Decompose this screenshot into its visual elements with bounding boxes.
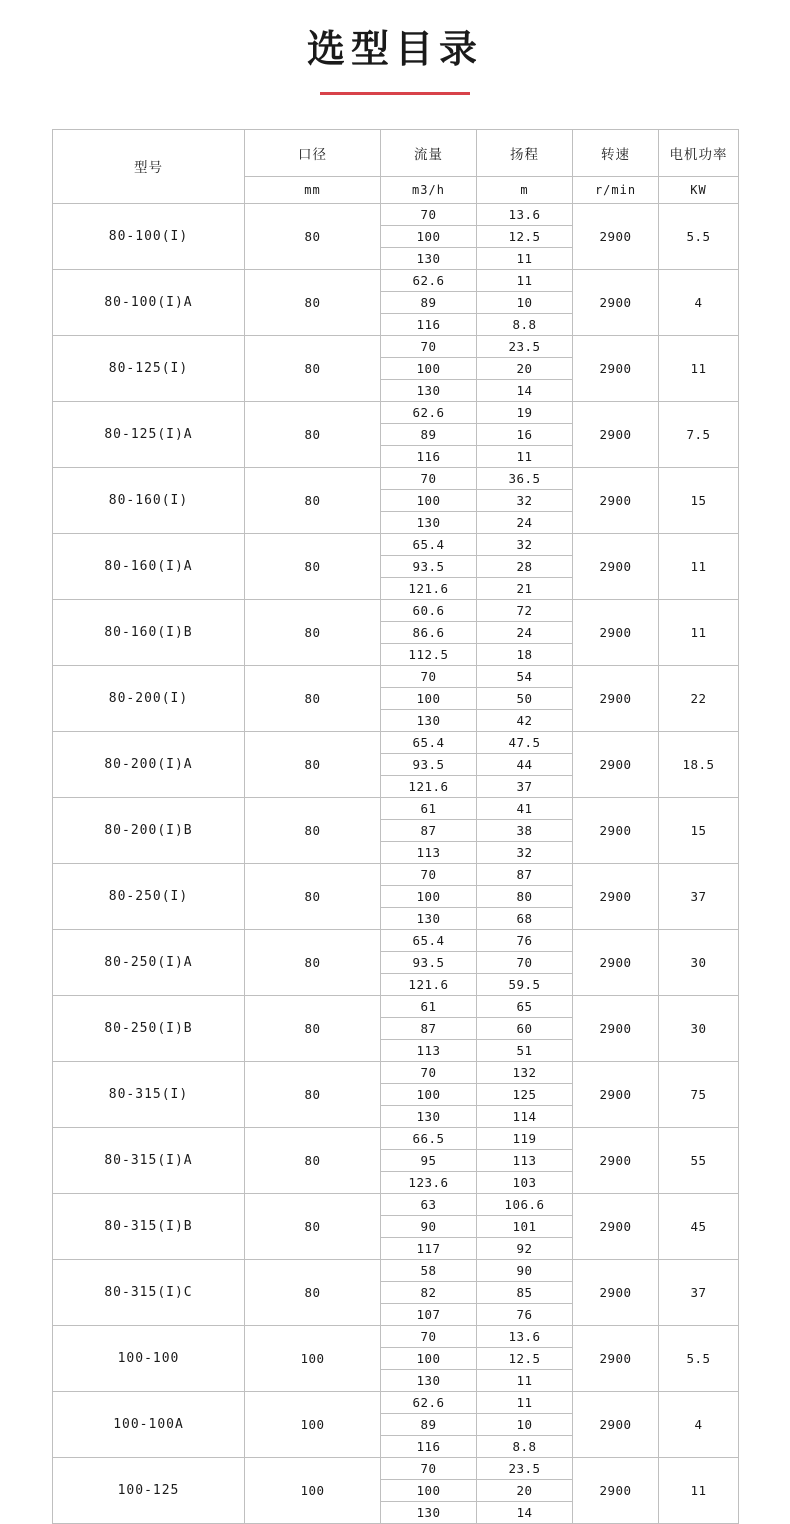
cell-flow: 100 — [381, 885, 477, 907]
cell-head: 11 — [477, 269, 573, 291]
cell-head: 10 — [477, 291, 573, 313]
cell-flow: 61 — [381, 995, 477, 1017]
cell-power: 5.5 — [659, 1325, 739, 1391]
table-body — [53, 203, 739, 1523]
table-row — [53, 599, 739, 621]
cell-head: 14 — [477, 1501, 573, 1523]
cell-head: 114 — [477, 1105, 573, 1127]
cell-flow: 58 — [381, 1259, 477, 1281]
cell-flow: 70 — [381, 467, 477, 489]
cell-bore: 80 — [245, 1259, 381, 1325]
unit-power: KW — [659, 176, 739, 203]
cell-flow: 93.5 — [381, 753, 477, 775]
table-row — [53, 269, 739, 291]
cell-flow: 130 — [381, 709, 477, 731]
cell-head: 125 — [477, 1083, 573, 1105]
cell-flow: 130 — [381, 907, 477, 929]
cell-head: 11 — [477, 1369, 573, 1391]
table-row — [53, 467, 739, 489]
table-row — [53, 995, 739, 1017]
header-head: 扬程 — [477, 129, 573, 176]
cell-head: 37 — [477, 775, 573, 797]
cell-flow: 63 — [381, 1193, 477, 1215]
table-row — [53, 1061, 739, 1083]
cell-flow: 130 — [381, 511, 477, 533]
header-power: 电机功率 — [659, 129, 739, 176]
table-row — [53, 665, 739, 687]
cell-head: 44 — [477, 753, 573, 775]
cell-speed: 2900 — [573, 731, 659, 797]
cell-model: 80-250(I)B — [53, 995, 245, 1061]
cell-flow: 61 — [381, 797, 477, 819]
cell-head: 21 — [477, 577, 573, 599]
cell-speed: 2900 — [573, 1259, 659, 1325]
cell-head: 72 — [477, 599, 573, 621]
cell-head: 8.8 — [477, 1435, 573, 1457]
cell-bore: 80 — [245, 863, 381, 929]
cell-speed: 2900 — [573, 467, 659, 533]
cell-power: 15 — [659, 797, 739, 863]
cell-head: 20 — [477, 357, 573, 379]
cell-head: 36.5 — [477, 467, 573, 489]
cell-power: 22 — [659, 665, 739, 731]
cell-head: 76 — [477, 1303, 573, 1325]
cell-speed: 2900 — [573, 269, 659, 335]
cell-flow: 100 — [381, 489, 477, 511]
cell-speed: 2900 — [573, 203, 659, 269]
cell-model: 100-100 — [53, 1325, 245, 1391]
cell-flow: 116 — [381, 445, 477, 467]
cell-head: 70 — [477, 951, 573, 973]
cell-flow: 121.6 — [381, 775, 477, 797]
cell-speed: 2900 — [573, 1127, 659, 1193]
table-row — [53, 335, 739, 357]
table-row — [53, 1127, 739, 1149]
cell-bore: 80 — [245, 929, 381, 995]
cell-head: 41 — [477, 797, 573, 819]
cell-head: 14 — [477, 379, 573, 401]
cell-flow: 70 — [381, 863, 477, 885]
cell-flow: 130 — [381, 247, 477, 269]
cell-flow: 95 — [381, 1149, 477, 1171]
cell-head: 90 — [477, 1259, 573, 1281]
cell-flow: 66.5 — [381, 1127, 477, 1149]
cell-head: 8.8 — [477, 313, 573, 335]
cell-speed: 2900 — [573, 929, 659, 995]
cell-flow: 89 — [381, 291, 477, 313]
cell-power: 11 — [659, 599, 739, 665]
table-header — [53, 129, 739, 203]
cell-power: 11 — [659, 335, 739, 401]
cell-power: 30 — [659, 995, 739, 1061]
cell-flow: 100 — [381, 687, 477, 709]
cell-speed: 2900 — [573, 1391, 659, 1457]
header-row-labels — [53, 129, 739, 176]
cell-bore: 80 — [245, 731, 381, 797]
cell-flow: 121.6 — [381, 973, 477, 995]
table-row — [53, 1457, 739, 1479]
cell-head: 119 — [477, 1127, 573, 1149]
table-row — [53, 533, 739, 555]
unit-bore: mm — [245, 176, 381, 203]
cell-head: 24 — [477, 511, 573, 533]
cell-head: 10 — [477, 1413, 573, 1435]
cell-flow: 113 — [381, 1039, 477, 1061]
cell-flow: 116 — [381, 313, 477, 335]
header-model: 型号 — [53, 129, 245, 203]
cell-head: 20 — [477, 1479, 573, 1501]
cell-flow: 130 — [381, 1501, 477, 1523]
cell-head: 11 — [477, 1391, 573, 1413]
cell-model: 100-125 — [53, 1457, 245, 1523]
cell-head: 19 — [477, 401, 573, 423]
cell-flow: 70 — [381, 203, 477, 225]
cell-flow: 70 — [381, 1325, 477, 1347]
cell-model: 80-160(I)A — [53, 533, 245, 599]
cell-head: 23.5 — [477, 335, 573, 357]
cell-model: 80-160(I) — [53, 467, 245, 533]
cell-power: 4 — [659, 269, 739, 335]
cell-flow: 65.4 — [381, 731, 477, 753]
cell-head: 13.6 — [477, 203, 573, 225]
cell-head: 32 — [477, 841, 573, 863]
table-row — [53, 863, 739, 885]
cell-bore: 80 — [245, 1127, 381, 1193]
cell-model: 80-315(I)C — [53, 1259, 245, 1325]
cell-head: 50 — [477, 687, 573, 709]
cell-bore: 80 — [245, 203, 381, 269]
cell-head: 60 — [477, 1017, 573, 1039]
table-row — [53, 929, 739, 951]
cell-head: 92 — [477, 1237, 573, 1259]
cell-model: 80-100(I) — [53, 203, 245, 269]
cell-flow: 90 — [381, 1215, 477, 1237]
cell-model: 80-250(I)A — [53, 929, 245, 995]
cell-bore: 80 — [245, 1061, 381, 1127]
cell-power: 45 — [659, 1193, 739, 1259]
cell-model: 80-200(I) — [53, 665, 245, 731]
cell-flow: 87 — [381, 1017, 477, 1039]
cell-power: 7.5 — [659, 401, 739, 467]
cell-flow: 93.5 — [381, 555, 477, 577]
cell-bore: 80 — [245, 401, 381, 467]
cell-bore: 80 — [245, 797, 381, 863]
cell-bore: 80 — [245, 665, 381, 731]
cell-head: 11 — [477, 247, 573, 269]
cell-flow: 60.6 — [381, 599, 477, 621]
cell-head: 23.5 — [477, 1457, 573, 1479]
cell-head: 18 — [477, 643, 573, 665]
cell-speed: 2900 — [573, 995, 659, 1061]
cell-flow: 107 — [381, 1303, 477, 1325]
cell-head: 85 — [477, 1281, 573, 1303]
cell-bore: 80 — [245, 269, 381, 335]
cell-head: 32 — [477, 533, 573, 555]
cell-model: 80-250(I) — [53, 863, 245, 929]
page-title: 选型目录 — [306, 27, 483, 71]
cell-bore: 100 — [245, 1325, 381, 1391]
cell-model: 80-200(I)B — [53, 797, 245, 863]
cell-head: 80 — [477, 885, 573, 907]
cell-bore: 80 — [245, 335, 381, 401]
cell-flow: 100 — [381, 1479, 477, 1501]
unit-head: m — [477, 176, 573, 203]
cell-flow: 121.6 — [381, 577, 477, 599]
table-row — [53, 401, 739, 423]
cell-speed: 2900 — [573, 533, 659, 599]
cell-bore: 80 — [245, 1193, 381, 1259]
cell-flow: 70 — [381, 335, 477, 357]
header-bore: 口径 — [245, 129, 381, 176]
cell-speed: 2900 — [573, 1325, 659, 1391]
cell-flow: 87 — [381, 819, 477, 841]
cell-head: 38 — [477, 819, 573, 841]
table-row — [53, 731, 739, 753]
header-speed: 转速 — [573, 129, 659, 176]
cell-model: 80-100(I)A — [53, 269, 245, 335]
unit-speed: r/min — [573, 176, 659, 203]
cell-flow: 100 — [381, 225, 477, 247]
cell-power: 55 — [659, 1127, 739, 1193]
table-row — [53, 203, 739, 225]
cell-flow: 70 — [381, 1061, 477, 1083]
cell-flow: 100 — [381, 1347, 477, 1369]
cell-flow: 82 — [381, 1281, 477, 1303]
cell-model: 80-125(I) — [53, 335, 245, 401]
cell-model: 80-160(I)B — [53, 599, 245, 665]
cell-bore: 80 — [245, 533, 381, 599]
cell-flow: 130 — [381, 379, 477, 401]
cell-head: 132 — [477, 1061, 573, 1083]
cell-head: 54 — [477, 665, 573, 687]
spec-table-wrapper — [0, 95, 790, 1524]
cell-speed: 2900 — [573, 599, 659, 665]
cell-speed: 2900 — [573, 665, 659, 731]
cell-flow: 93.5 — [381, 951, 477, 973]
unit-flow: m3/h — [381, 176, 477, 203]
cell-speed: 2900 — [573, 401, 659, 467]
table-row — [53, 1193, 739, 1215]
cell-flow: 130 — [381, 1369, 477, 1391]
cell-head: 76 — [477, 929, 573, 951]
cell-head: 59.5 — [477, 973, 573, 995]
cell-power: 5.5 — [659, 203, 739, 269]
cell-head: 101 — [477, 1215, 573, 1237]
cell-power: 4 — [659, 1391, 739, 1457]
table-row — [53, 1391, 739, 1413]
cell-head: 51 — [477, 1039, 573, 1061]
cell-speed: 2900 — [573, 335, 659, 401]
cell-flow: 89 — [381, 1413, 477, 1435]
cell-flow: 117 — [381, 1237, 477, 1259]
cell-head: 13.6 — [477, 1325, 573, 1347]
cell-head: 65 — [477, 995, 573, 1017]
cell-flow: 130 — [381, 1105, 477, 1127]
cell-flow: 86.6 — [381, 621, 477, 643]
cell-head: 68 — [477, 907, 573, 929]
cell-flow: 65.4 — [381, 929, 477, 951]
table-row — [53, 1259, 739, 1281]
cell-head: 87 — [477, 863, 573, 885]
cell-model: 100-100A — [53, 1391, 245, 1457]
cell-bore: 80 — [245, 995, 381, 1061]
cell-flow: 116 — [381, 1435, 477, 1457]
cell-flow: 70 — [381, 665, 477, 687]
cell-head: 12.5 — [477, 225, 573, 247]
cell-flow: 100 — [381, 357, 477, 379]
cell-bore: 100 — [245, 1457, 381, 1523]
cell-speed: 2900 — [573, 1457, 659, 1523]
cell-model: 80-315(I)B — [53, 1193, 245, 1259]
cell-power: 30 — [659, 929, 739, 995]
cell-head: 24 — [477, 621, 573, 643]
cell-power: 37 — [659, 863, 739, 929]
cell-flow: 62.6 — [381, 269, 477, 291]
cell-power: 15 — [659, 467, 739, 533]
cell-power: 11 — [659, 533, 739, 599]
cell-head: 113 — [477, 1149, 573, 1171]
cell-power: 37 — [659, 1259, 739, 1325]
cell-head: 106.6 — [477, 1193, 573, 1215]
cell-head: 28 — [477, 555, 573, 577]
cell-speed: 2900 — [573, 863, 659, 929]
cell-head: 103 — [477, 1171, 573, 1193]
cell-flow: 70 — [381, 1457, 477, 1479]
cell-flow: 123.6 — [381, 1171, 477, 1193]
cell-flow: 65.4 — [381, 533, 477, 555]
cell-head: 47.5 — [477, 731, 573, 753]
cell-speed: 2900 — [573, 1193, 659, 1259]
cell-flow: 89 — [381, 423, 477, 445]
cell-head: 12.5 — [477, 1347, 573, 1369]
cell-flow: 112.5 — [381, 643, 477, 665]
cell-head: 11 — [477, 445, 573, 467]
title-block — [0, 18, 790, 95]
cell-flow: 113 — [381, 841, 477, 863]
cell-model: 80-315(I) — [53, 1061, 245, 1127]
cell-speed: 2900 — [573, 1061, 659, 1127]
table-row — [53, 1325, 739, 1347]
cell-head: 16 — [477, 423, 573, 445]
cell-flow: 62.6 — [381, 401, 477, 423]
cell-bore: 80 — [245, 599, 381, 665]
header-flow: 流量 — [381, 129, 477, 176]
table-row — [53, 797, 739, 819]
cell-bore: 100 — [245, 1391, 381, 1457]
cell-model: 80-200(I)A — [53, 731, 245, 797]
cell-head: 32 — [477, 489, 573, 511]
cell-model: 80-125(I)A — [53, 401, 245, 467]
cell-bore: 80 — [245, 467, 381, 533]
cell-speed: 2900 — [573, 797, 659, 863]
cell-power: 11 — [659, 1457, 739, 1523]
cell-head: 42 — [477, 709, 573, 731]
cell-flow: 62.6 — [381, 1391, 477, 1413]
spec-table — [52, 129, 739, 1524]
cell-power: 75 — [659, 1061, 739, 1127]
cell-flow: 100 — [381, 1083, 477, 1105]
cell-power: 18.5 — [659, 731, 739, 797]
cell-model: 80-315(I)A — [53, 1127, 245, 1193]
